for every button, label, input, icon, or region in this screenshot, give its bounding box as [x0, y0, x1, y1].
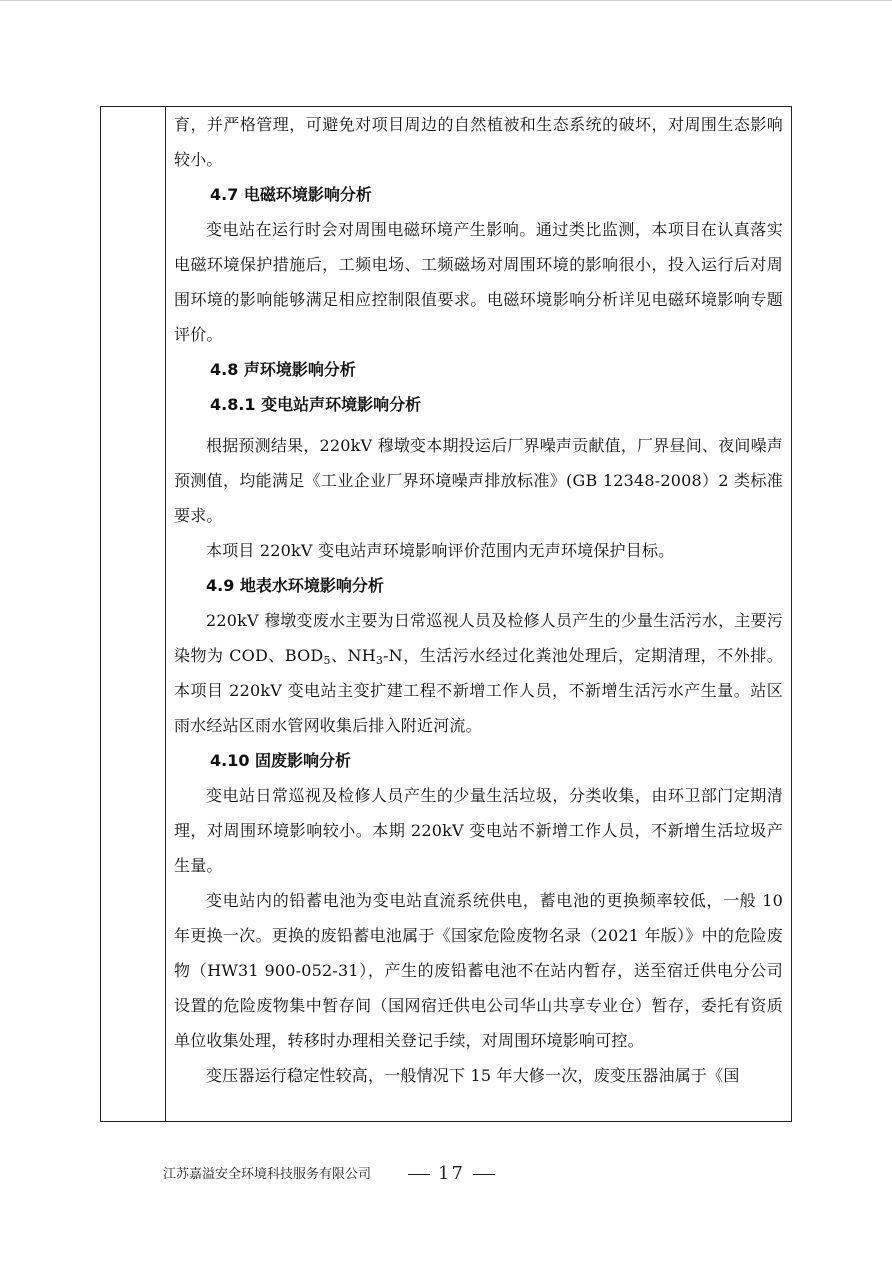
table-label-column	[101, 107, 166, 1121]
page-dash-left	[408, 1174, 430, 1175]
paragraph-continued: 育，并严格管理，可避免对项目周边的自然植被和生态系统的破坏，对周围生态影响较小。	[174, 115, 783, 169]
heading-4-10: 4.10 固废影响分析	[210, 751, 352, 770]
paragraph-4-10-c: 变压器运行稳定性较高，一般情况下 15 年大修一次，废变压器油属于《国	[206, 1066, 740, 1085]
paragraph-4-8-1-b: 本项目 220kV 变电站声环境影响评价范围内无声环境保护目标。	[206, 541, 675, 560]
paragraph-4-10-a: 变电站日常巡视及检修人员产生的少量生活垃圾，分类收集，由环卫部门定期清理，对周围环境影响较小。本期 220kV 变电站不新增工作人员，不新增生活垃圾产生量。	[174, 786, 783, 875]
heading-4-7: 4.7 电磁环境影响分析	[210, 185, 372, 204]
paragraph-4-9	[174, 603, 783, 743]
paragraph-4-9-part1: 220kV 穆墩变废水主要为日常巡视人员及检修人员产生的少量生活污水，主要污染物为 COD、BOD	[174, 611, 783, 665]
paragraph-4-10-b: 变电站内的铅蓄电池为变电站直流系统供电，蓄电池的更换频率较低，一般 10 年更换一次。更换的废铅蓄电池属于《国家危险废物名录（2021 年版）》中的危险废物（HW31 900-052-31），产生的废铅蓄电池不在站内暂存，送至宿迁供电分公司设置的危险废物集中暂存间（国网宿迁供电公司华山共享专业仓）暂存，委托有资质单位收集处理，转移时办理相关登记手续，对周围环境影响可控。	[174, 891, 783, 1050]
paragraph-4-7: 变电站在运行时会对周围电磁环境产生影响。通过类比监测，本项目在认真落实电磁环境保护措施后，工频电场、工频磁场对周围环境的影响很小，投入运行后对周围环境的影响能够满足相应控制限值要求。电磁环境影响分析详见电磁环境影响专题评价。	[174, 220, 783, 344]
paragraph-4-9-part3: -N，生活污水经过化粪池处理后，定期清理，不外排。本项目 220kV 变电站主变扩建工程不新增工作人员，不新增生活污水产生量。站区雨水经站区雨水管网收集后排入附近河流。	[174, 646, 783, 735]
paragraph-4-8-1-a: 根据预测结果，220kV 穆墩变本期投运后厂界噪声贡献值，厂界昼间、夜间噪声预测值，均能满足《工业企业厂界环境噪声排放标准》(GB 12348-2008）2 类标准要求。	[174, 436, 783, 525]
content-table	[100, 106, 792, 1122]
heading-4-8: 4.8 声环境影响分析	[210, 360, 356, 379]
top-rule	[0, 0, 892, 1]
subscript-5: 5	[323, 654, 331, 667]
footer-company: 江苏嘉溢安全环境科技服务有限公司	[163, 1167, 372, 1182]
heading-4-9: 4.9 地表水环境影响分析	[206, 576, 384, 595]
subscript-3: 3	[375, 654, 384, 667]
heading-4-8-1: 4.8.1 变电站声环境影响分析	[210, 395, 422, 414]
table-content-cell	[165, 107, 791, 1121]
page-number: 17	[438, 1163, 465, 1184]
page-number-block	[400, 1163, 503, 1184]
page-dash-right	[473, 1174, 495, 1175]
paragraph-4-9-part2: 、NH	[330, 646, 376, 665]
